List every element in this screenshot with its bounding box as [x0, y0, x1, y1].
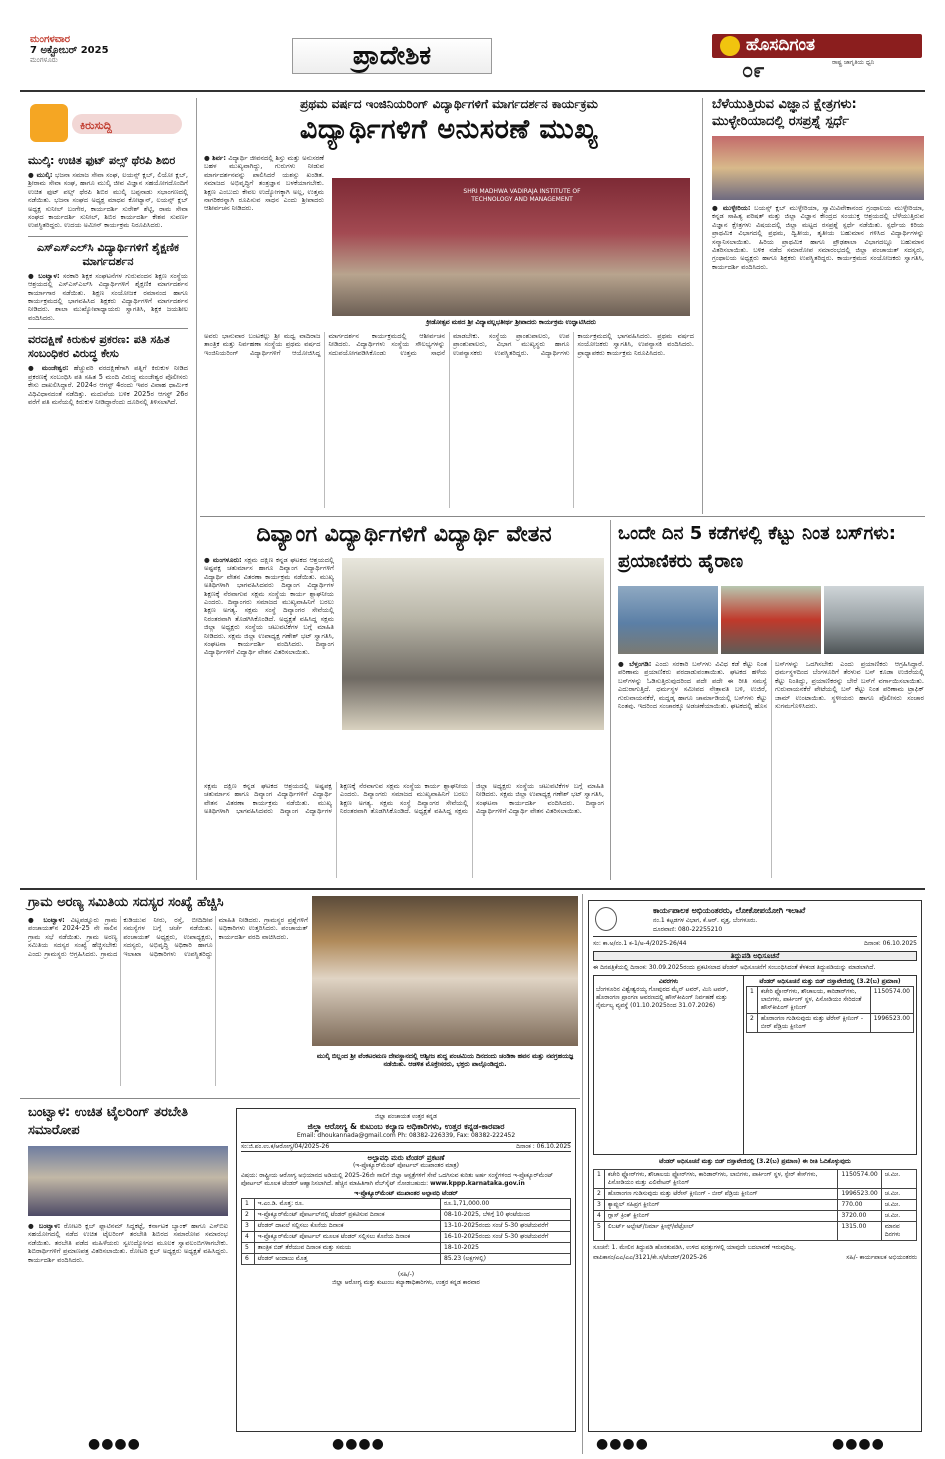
bus-body: ● ಬೆಳ್ತಂಗಡಿ: ಎಂದು ಸರಕಾರಿ ಬಸ್‌ಗಳು ವಿವಿಧ ಕಡೆ ಕೆಟ್ಟು ನಿಂತ ಪರಿಣಾಮ ಪ್ರಯಾಣಿಕರು ಪರದಾಡುವಂತಾಯಿತು. ಘಟಕದ ಹಳೆಯ ಬಸ್‌ಗಳನ್ನು ಓಡಿಸುತ್ತಿರುವುದರಿಂದ ಪದೇ ಪದೇ ಈ ರೀತಿ ಸಮಸ್ಯೆ ಎದುರಾಗುತ್ತಿದೆ. ಧರ್ಮಸ್ಥಳ ಸಮೀಪದ ನೇತ್ರಾವತಿ ಬಳಿ, ಉಜಿರೆ, ಗುರುವಾಯನಕೆರೆ, ಮದ್ದಡ್ಕ ಹಾಗೂ ಚಾರ್ಮಾಡಿಯಲ್ಲಿ ಬಸ್‌ಗಳು ಕೆಟ್ಟು ನಿಂತವು. ಇದರಿಂದ ಸಂಚಾರಕ್ಕೂ ಅಡಚಣೆಯಾಯಿತು. ಘಟಕದಲ್ಲಿ ಹೊಸ ಬಸ್‌ಗಳನ್ನು ಒದಗಿಸಬೇಕು ಎಂದು ಪ್ರಯಾಣಿಕರು ಆಗ್ರಹಿಸಿದ್ದಾರೆ. ಧರ್ಮಸ್ಥಳದಿಂದ ಬೆಂಗಳೂರಿಗೆ ತೆರಳುವ ಬಸ್ ಕೂಡಾ ಉಜಿರೆಯಲ್ಲಿ ಕೆಟ್ಟು ನಿಂತಿದ್ದು, ಪ್ರಯಾಣಿಕರನ್ನು ಬೇರೆ ಬಸ್‌ಗೆ ವರ್ಗಾಯಿಸಲಾಯಿತು. ಗುರುವಾಯನಕೆರೆ ಪೇಟೆಯಲ್ಲಿ ಬಸ್ ಕೆಟ್ಟು ನಿಂತ ಪರಿಣಾಮ ಟ್ರಾಫಿಕ್ ಜಾಮ್ ಉಂಟಾಯಿತು. ಸ್ಥಳೀಯರು ಹಾಗೂ ಪೊಲೀಸರು ಸಂಚಾರ ಸುಗಮಗೊಳಿಸಿದರು.	[618, 660, 924, 711]
brief-headline: ವರದಕ್ಷಿಣೆ ಕಿರುಕುಳ ಪ್ರಕರಣ: ಪತಿ ಸಹಿತ ಸಂಬಂಧಿಕರ ವಿರುದ್ಧ ಕೇಸು	[28, 333, 170, 361]
gram-story	[28, 894, 308, 1094]
pwd-left-heading: ವಿವರಗಳು	[658, 978, 679, 985]
table-row: 5 ಲಿಬರ್ಟ್ ಅಲ್ಟೇಟ್/ನಿರ್ಮಾ ಕ್ಲೀನ್ಸ್/ಪೆಟ್ರೋಲ್ 1315.00 ಮಾನವ ದಿನಗಳು	[594, 1222, 917, 1241]
health-schedule-table	[241, 1198, 571, 1265]
pwd-dipr: ವಾಪಿಕಾಸಂ/ಎಎ/ಎಎ/3121/ಕೇ.ಸ/ಟೆಂಡರ್/2025-26	[593, 1254, 707, 1261]
pwd-phone: ದೂರವಾಣಿ: 080-22255210	[653, 926, 723, 933]
lead-photo	[332, 178, 690, 316]
column-rule	[702, 98, 703, 514]
gram-headline: ಗ್ರಾಮ ಅರಣ್ಯ ಸಮಿತಿಯ ಸದಸ್ಯರ ಸಂಖ್ಯೆ ಹೆಚ್ಚಿಸಿ	[28, 895, 224, 910]
brief-body: ● ಮುಲ್ಕಿ: ಭಜನಾ ಸಮಾಜ ಸೇವಾ ಸಂಘ, ಲಯನ್ಸ್ ಕ್ಲಬ್, ಲಿಯೋ ಕ್ಲಬ್, ಶ್ರೀರಾಮ ಸೇವಾ ಸಂಘ, ಹಾಗೂ ಮುಲ್ಕಿ ಜೀವ ವಿಜ್ಞಾನ ಸಹಯೋಗದೊಂದಿಗೆ ಉಚಿತ ಫುಟ್ ಪಲ್ಸ್ ಥೆರಪಿ ಶಿಬಿರ ಮುಲ್ಕಿ ಬಪ್ಪನಾಡು ಸಭಾಂಗಣದಲ್ಲಿ ನಡೆಯಿತು. ಭಜನಾ ಸಂಘದ ಅಧ್ಯಕ್ಷ ಮಾಧವ ಕೋಟ್ಯಾನ್, ಲಯನ್ಸ್ ಕ್ಲಬ್ ಅಧ್ಯಕ್ಷ ಸುನೀಲ್ ಬಂಗೇರ, ಕಾರ್ಯದರ್ಶಿ ಸುರೇಶ್ ಶೆಟ್ಟಿ, ರಾಮ ಸೇವಾ ಸಂಘದ ಕಾರ್ಯದರ್ಶಿ ಸುನೀಲ್, ಶಿಬಿರ ಕಾರ್ಯದರ್ಶಿ ಕೇಶವ ಸುವರ್ಣ ಉಪಸ್ಥಿತರಿದ್ದರು. ಉದಯ ಅಮೀನ್ ಕಾರ್ಯಕ್ರಮ ನಿರೂಪಿಸಿದರು.	[28, 171, 188, 230]
health-notice-title: ಅಲ್ಪಾವಧಿ ಮರು ಟೆಂಡರ್ ಪ್ರಕಟಣೆ	[367, 1154, 445, 1162]
tailoring-story	[28, 1104, 228, 1434]
temple-story	[312, 896, 578, 1094]
table-row: 1 ಇ.ಎಂ.ಡಿ. ಮೊತ್ತ: ರೂ. ರೂ.1,71,000.00	[242, 1199, 571, 1210]
lead-story	[204, 96, 694, 512]
brief-item	[28, 154, 188, 230]
health-tender-ad	[236, 1108, 576, 1432]
lead-intro: ● ಶಿರ್ವ: ವಿದ್ಯಾರ್ಥಿ ಜೀವನದಲ್ಲಿ ಶಿಸ್ತು ಮತ್ತು ಅನುಸರಣೆ ಬಹಳ ಮುಖ್ಯವಾಗಿದ್ದು, ಗುರುಗಳು ನೀಡುವ ಮಾರ್ಗದರ್ಶನವನ್ನು ಪಾಲಿಸಿದರೆ ಯಶಸ್ಸು ಖಂಡಿತ. ಸಮಾಜದ ಅಭಿವೃದ್ಧಿಗೆ ತಂತ್ರಜ್ಞಾನ ಬಳಕೆಯಾಗಬೇಕು. ಶಿಕ್ಷಣ ಎಂಬುದು ಕೇವಲ ಉದ್ಯೋಗಕ್ಕಾಗಿ ಅಲ್ಲ, ಉತ್ತಮ ನಾಗರಿಕರನ್ನಾಗಿ ರೂಪಿಸುವ ಸಾಧನ ಎಂದು ಶ್ರೀಪಾದರು ಆಶೀರ್ವಚನ ನೀಡಿದರು.	[204, 154, 324, 213]
karnataka-emblem-icon	[595, 907, 617, 931]
science-body: ● ಮುಳ್ಳೇರಿಯ: ಬಯಸ್ಸ್ ಕ್ಲಬ್ ಮುಳ್ಳೇರಿಯಾ, ಸ್ವಾಮಿವಿವೇಕಾನಂದ ಗ್ರಂಥಾಲಯ ಮುಳ್ಳೇರಿಯಾ, ಕನ್ನಡ ಸಾಹಿತ್ಯ ಪರಿಷತ್ ಮತ್ತು ಜಿಲ್ಲಾ ವಿಜ್ಞಾನ ಕೇಂದ್ರದ ಸಂಯುಕ್ತ ಆಶ್ರಯದಲ್ಲಿ ಬೆಳೆಯುತ್ತಿರುವ ವಿಜ್ಞಾನ ಕ್ಷೇತ್ರಗಳು ವಿಷಯದಲ್ಲಿ ಜಿಲ್ಲಾ ಮಟ್ಟದ ರಸಪ್ರಶ್ನೆ ಸ್ಪರ್ಧೆ ನಡೆಯಿತು. ಸ್ಪರ್ಧೆಯ ಕಿರಿಯ ಪ್ರಾಥಮಿಕ ವಿಭಾಗದಲ್ಲಿ ಪ್ರಥಮ, ದ್ವಿತೀಯ, ತೃತೀಯ ಬಹುಮಾನ ಗಳಿಸಿದ ವಿದ್ಯಾರ್ಥಿಗಳನ್ನು ಸನ್ಮಾನಿಸಲಾಯಿತು. ಹಿರಿಯ ಪ್ರಾಥಮಿಕ ಹಾಗೂ ಪ್ರೌಢಶಾಲಾ ವಿಭಾಗದಲ್ಲೂ ಬಹುಮಾನ ವಿತರಿಸಲಾಯಿತು. ಬಳಿಕ ನಡೆದ ಸಮಾರೋಪ ಸಮಾರಂಭದಲ್ಲಿ ಜಿಲ್ಲಾ ಪಂಚಾಯತ್ ಸದಸ್ಯರು, ಗ್ರಂಥಾಲಯ ಅಧ್ಯಕ್ಷರು ಹಾಗೂ ಶಿಕ್ಷಕರು ಉಪಸ್ಥಿತರಿದ್ದರು. ಕಾರ್ಯಕ್ರಮದ ಸಂಯೋಜಕರು ಸ್ವಾಗತಿಸಿ, ಕಾರ್ಯದರ್ಶಿ ವಂದಿಸಿದರು.	[712, 204, 924, 271]
hand-icon	[30, 104, 68, 142]
table-row: 4 ಇ-ಪ್ರೊಕ್ಯೂರ್‌ಮೆಂಟ್ ಪೋರ್ಟಲ್ ಮೂಲಕ ಟೆಂಡರ್ ಸಲ್ಲಿಸಲು ಕೊನೆಯ ದಿನಾಂಕ 16-10-2025ರಂದು ಸಂಜೆ 5-30 ಘಂಟೆಯವರೆಗೆ	[242, 1232, 571, 1243]
pwd-bottom-heading: ಟೆಂಡರ್ ಅಧಿಸೂಚನೆ ಮತ್ತು ಬಿಡ್ ದಸ್ತಾವೇಜಿನಲ್ಲಿ (3.2(ಬ) ಪ್ರಮಾಣ) ಈ ರೀತಿ ಓದಿಕೊಳ್ಳುವುದು	[659, 1158, 851, 1165]
lead-body: ಅವರು ಭಾನುವಾರ ಬಂಟಕಲ್ಲು ಶ್ರೀ ಮಧ್ವ ವಾದಿರಾಜ ತಾಂತ್ರಿಕ ಮತ್ತು ನಿರ್ವಹಣಾ ಸಂಸ್ಥೆಯ ಪ್ರಥಮ ವರ್ಷದ ಇಂಜಿನಿಯರಿಂಗ್ ವಿದ್ಯಾರ್ಥಿಗಳಿಗೆ ಆಯೋಜಿಸಿದ್ದ ಮಾರ್ಗದರ್ಶನ ಕಾರ್ಯಕ್ರಮದಲ್ಲಿ ಆಶೀರ್ವಚನ ನೀಡಿದರು. ವಿದ್ಯಾರ್ಥಿಗಳು ಸಂಸ್ಥೆಯ ಸೌಲಭ್ಯಗಳನ್ನು ಸದುಪಯೋಗಪಡಿಸಿಕೊಂಡು ಉತ್ತಮ ಸಾಧನೆ ಮಾಡಬೇಕು. ಸಂಸ್ಥೆಯ ಪ್ರಾಂಶುಪಾಲರು, ಉಪ ಪ್ರಾಂಶುಪಾಲರು, ವಿಭಾಗ ಮುಖ್ಯಸ್ಥರು ಹಾಗೂ ಉಪನ್ಯಾಸಕರು ಉಪಸ್ಥಿತರಿದ್ದರು. ವಿದ್ಯಾರ್ಥಿಗಳು ಕಾರ್ಯಕ್ರಮದಲ್ಲಿ ಭಾಗವಹಿಸಿದರು. ಪ್ರಥಮ ವರ್ಷದ ಸಂಯೋಜಕರು ಸ್ವಾಗತಿಸಿ, ಉಪನ್ಯಾಸಕಿ ವಂದಿಸಿದರು. ಪ್ರಾಧ್ಯಾಪಕರು ಕಾರ್ಯಕ್ರಮ ನಿರೂಪಿಸಿದರು.	[204, 332, 694, 357]
date-label: 7 ಅಕ್ಟೋಬರ್ 2025	[30, 45, 109, 56]
table-row: 2 ಹೊರಾಂಗಣ ಗುಡಿಸುವುದು ಮತ್ತು ಟೆರೇಸ್ ಕ್ಲೀನಿಂಗ್ - ಬೀರ್ ಪೆಡ್ರಿಯ ಕ್ಲೀನಿಂಗ್ 1996523.00 ಚ.ಮೀ.	[594, 1189, 917, 1200]
scholarship-intro: ● ಮಂಗಳೂರು: ಸಕ್ಷಮ ದಕ್ಷಿಣ ಕನ್ನಡ ಘಟಕದ ಆಶ್ರಯದಲ್ಲಿ ಅಷ್ಟಪಕ್ಷ ಚತುರ್ಮಾಸ ಹಾಗೂ ದಿವ್ಯಾಂಗ ವಿದ್ಯಾರ್ಥಿಗಳಿಗೆ ವಿದ್ಯಾರ್ಥಿ ವೇತನ ವಿತರಣಾ ಕಾರ್ಯಕ್ರಮ ನಡೆಯಿತು. ಮುಖ್ಯ ಅತಿಥಿಗಳಾಗಿ ಭಾಗವಹಿಸಿದವರು ದಿವ್ಯಾಂಗ ವಿದ್ಯಾರ್ಥಿಗಳ ಶಿಕ್ಷಣಕ್ಕೆ ನೆರವಾಗುವ ಸಕ್ಷಮ ಸಂಸ್ಥೆಯ ಕಾರ್ಯ ಶ್ಲಾಘನೀಯ ಎಂದರು. ದಿವ್ಯಾಂಗರು ಸಮಾಜದ ಮುಖ್ಯವಾಹಿನಿಗೆ ಬರಲು ಶಿಕ್ಷಣ ಅಗತ್ಯ. ಸಕ್ಷಮ ಸಂಸ್ಥೆ ದಿವ್ಯಾಂಗರ ಸೇವೆಯಲ್ಲಿ ನಿರಂತರವಾಗಿ ತೊಡಗಿಸಿಕೊಂಡಿದೆ. ಅಧ್ಯಕ್ಷತೆ ವಹಿಸಿದ್ದ ಸಕ್ಷಮ ಜಿಲ್ಲಾ ಅಧ್ಯಕ್ಷರು ಸಂಸ್ಥೆಯ ಚಟುವಟಿಕೆಗಳ ಬಗ್ಗೆ ಮಾಹಿತಿ ನೀಡಿದರು. ಸಕ್ಷಮ ಜಿಲ್ಲಾ ಉಪಾಧ್ಯಕ್ಷ ಗಣೇಶ್ ಭಟ್ ಸ್ವಾಗತಿಸಿ, ಸಂಘಟನಾ ಕಾರ್ಯದರ್ಶಿ ವಂದಿಸಿದರು. ದಿವ್ಯಾಂಗ ವಿದ್ಯಾರ್ಥಿಗಳಿಗೆ ವಿದ್ಯಾರ್ಥಿ ವೇತನ ವಿತರಿಸಲಾಯಿತು.	[204, 556, 334, 657]
day-label: ಮಂಗಳವಾರ	[30, 34, 71, 45]
logo-badge-icon	[720, 36, 740, 56]
column-rule	[610, 520, 611, 880]
science-story	[712, 96, 924, 512]
section-title-box	[292, 38, 492, 74]
tailoring-body: ● ಬಂಟ್ವಾಳ: ರೋಟರಿ ಕ್ಲಬ್ ಫ್ಲಾಟಿನಮ್ ಸಿದ್ದಕಟ್ಟೆ, ಕರ್ನಾಟಕ ಬ್ಯಾಂಕ್ ಹಾಗೂ ಎಸ್‌ಬಿಐ ಸಹಯೋಗದಲ್ಲಿ ನಡೆದ ಉಚಿತ ಟೈಲರಿಂಗ್ ತರಬೇತಿ ಶಿಬಿರದ ಸಮಾರೋಪ ಸಮಾರಂಭ ನಡೆಯಿತು. ತರಬೇತಿ ಪಡೆದ ಮಹಿಳೆಯರು ಸ್ವಉದ್ಯೋಗದ ಮೂಲಕ ಸ್ವಾವಲಂಬಿಗಳಾಗಬೇಕು. ಶಿಬಿರಾರ್ಥಿಗಳಿಗೆ ಪ್ರಮಾಣಪತ್ರ ವಿತರಿಸಲಾಯಿತು. ರೋಟರಿ ಕ್ಲಬ್ ಅಧ್ಯಕ್ಷರು ಅಧ್ಯಕ್ಷತೆ ವಹಿಸಿದ್ದರು. ಕಾರ್ಯದರ್ಶಿ ವಂದಿಸಿದರು.	[28, 1222, 228, 1264]
pwd-sign: ಸಹಿ/- ಕಾರ್ಯಪಾಲಕ ಅಭಿಯಂತರರು	[846, 1254, 917, 1261]
pwd-right-heading: ಟೆಂಡರ್ ಅಧಿಸೂಚನೆ ಮತ್ತು ಬಿಡ್ ದಸ್ತಾವೇಜಿನಲ್ಲಿ (3.2(ಬ) ಪ್ರಮಾಣ)	[759, 978, 901, 985]
bus-photo-2	[721, 586, 821, 654]
footer-dots: ●●●●	[332, 1436, 385, 1452]
brief-body: ● ಮಂಜೇಶ್ವರ: ಹೆಚ್ಚುವರಿ ವರದಕ್ಷಿಣೆಗಾಗಿ ಪತ್ನಿಗೆ ಕಿರುಕುಳ ನೀಡಿದ ಪ್ರಕರಣಕ್ಕೆ ಸಂಬಂಧಿಸಿ ಪತಿ ಸಹಿತ 5 ಮಂದಿ ವಿರುದ್ಧ ಮಂಜೇಶ್ವರ ಪೊಲೀಸರು ಕೇಸು ದಾಖಲಿಸಿದ್ದಾರೆ. 2024ರ ಆಗಸ್ಟ್ 4ರಂದು ಇವರ ವಿವಾಹ ಧಾರ್ಮಿಕ ವಿಧಿವಿಧಾನದಂತೆ ನಡೆದಿತ್ತು. ಮದುವೆಯ ಬಳಿಕ 2025ರ ಆಗಸ್ಟ್ 26ರ ವರೆಗೆ ಪತಿ ಮನೆಯಲ್ಲಿ ಕಿರುಕುಳ ನೀಡಿದ್ದಾರೆಂದು ದೂರಿನಲ್ಲಿ ತಿಳಿಸಲಾಗಿದೆ.	[28, 364, 188, 406]
health-sign-title: ಜಿಲ್ಲಾ ಆರೋಗ್ಯ ಮತ್ತು ಕುಟುಂಬ ಕಲ್ಯಾಣಾಧಿಕಾರಿಗಳು, ಉತ್ತರ ಕನ್ನಡ ಕಾರವಾರ	[332, 1279, 480, 1286]
pwd-notice-title: ತಿದ್ದುಪಡಿ ಅಧಿಸೂಚನೆ	[593, 951, 917, 961]
lead-photo-caption: ಕ್ರೀಡೋತ್ಸವ ಮಠದ ಶ್ರೀ ವಿದ್ಯಾವಲ್ಲಭತೀರ್ಥ ಶ್ರೀಪಾದರು ಕಾರ್ಯಕ್ರಮ ಉದ್ಘಾಟಿಸಿದರು	[426, 318, 596, 326]
kirusuddi-column	[28, 100, 188, 880]
column-rule	[582, 894, 583, 1454]
scholarship-headline: ದಿವ್ಯಾಂಗ ವಿದ್ಯಾರ್ಥಿಗಳಿಗೆ ವಿದ್ಯಾರ್ಥಿ ವೇತನ	[256, 522, 552, 547]
bus-photo-1	[618, 586, 718, 654]
pwd-ref: ಸಂ: ಕಾ.ಅ/ನಂ.1 ಕ-1/ಅ-4/2025-26/44	[593, 940, 687, 947]
health-sign: (ಸಹಿ/-)	[397, 1271, 415, 1278]
table-row: 5 ತಾಂತ್ರಿಕ ಬಿಡ್ ತೆರೆಯುವ ದಿನಾಂಕ ಮತ್ತು ಸಮಯ 18-10-2025	[242, 1243, 571, 1254]
brief-headline: ಮುಲ್ಕಿ: ಉಚಿತ ಫುಟ್ ಪಲ್ಸ್ ಥೆರಪಿ ಶಿಬಿರ	[28, 154, 176, 167]
temple-photo	[312, 896, 578, 1046]
page-number: ೦೯	[742, 58, 765, 82]
table-row: 6 ಟೆಂಡರ್ ಅಂದಾಜು ಮೊತ್ತ 85.23 (ಲಕ್ಷಗಳಲ್ಲಿ)	[242, 1254, 571, 1265]
health-contact: Email: dhoukannada@gmail.com Ph: 08382-226339, Fax: 08382-222452	[296, 1132, 516, 1139]
scholarship-story	[204, 520, 604, 880]
footer-dots: ●●●●	[88, 1436, 141, 1452]
pwd-tender-ad	[588, 900, 922, 1432]
pwd-intro: ಈ ದಿನಪತ್ರಿಕೆಯಲ್ಲಿ ದಿನಾಂಕ: 30.09.2025ರಂದು ಪ್ರಕಟಿಸಲಾದ ಟೆಂಡರ್ ಅಧಿಸೂಚನೆಗೆ ಸಂಬಂಧಿಸಿದಂತೆ ಕೆಳಕಂಡ ತಿದ್ದುಪಡಿಯನ್ನು ಮಾಡಲಾಗಿದೆ.	[593, 964, 876, 971]
science-headline: ಬೆಳೆಯುತ್ತಿರುವ ವಿಜ್ಞಾನ ಕ್ಷೇತ್ರಗಳು: ಮುಳ್ಳೇರಿಯಾದಲ್ಲಿ ರಸಪ್ರಶ್ನೆ ಸ್ಪರ್ಧೆ	[712, 97, 857, 129]
column-rule	[196, 98, 197, 880]
footer-dots: ●●●●	[596, 1436, 649, 1452]
kirusuddi-label-box	[72, 114, 182, 134]
pwd-office: ಕಾರ್ಯಪಾಲಕ ಅಭಿಯಂತರರು, ಲೋಕೋಪಯೋಗಿ ಇಲಾಖೆ	[653, 906, 806, 915]
kirusuddi-label: ಕಿರುಸುದ್ದಿ	[80, 119, 112, 132]
health-date: ದಿನಾಂಕ : 06.10.2025	[516, 1143, 571, 1150]
lead-photo-banner: SHRI MADHWA VADIRAJA INSTITUTE OF TECHNOLOGY AND MANAGEMENT	[463, 188, 581, 203]
health-website[interactable]: www.kppp.karnataka.gov.in	[430, 1180, 525, 1187]
section-rule	[200, 516, 925, 517]
health-notice-sub: (ಇ-ಪ್ರೊಕ್ಯೂರ್‌ಮೆಂಟ್ ಪೋರ್ಟಲ್ ಮುಖಾಂತರ ಮಾತ್ರ)	[352, 1162, 460, 1169]
tailoring-headline: ಬಂಟ್ವಾಳ: ಉಚಿತ ಟೈಲರಿಂಗ್ ತರಬೇತಿ ಸಮಾರೋಪ	[28, 1105, 188, 1138]
temple-caption: ಮುಲ್ಕಿ ಬಿಲ್ಲಂದ ಶ್ರೀ ವೆಂಕಟರಮಣ ದೇವಸ್ಥಾನದಲ್ಲಿ ಆಶ್ವೀಜ ಶುದ್ಧ ಪಂಚಮಿಯ ದಿನದಂದು ಚಂಡಿಕಾ ಹವನ ಮತ್ತು ನವಗ್ರಹಯಜ್ಞ ನಡೆಯಿತು. ಆಡಳಿತ ಮೊಕ್ತೇಸರರು, ಭಕ್ತರು ಪಾಲ್ಗೊಂಡಿದ್ದರು.	[316, 1052, 574, 1068]
table-row: 3 ಟೆಂಡರ್ ದಾಖಲೆ ಸಲ್ಲಿಸಲು ಕೊನೆಯ ದಿನಾಂಕ 13-10-2025ರಂದು ಸಂಜೆ 5-30 ಘಂಟೆಯವರೆಗೆ	[242, 1221, 571, 1232]
paper-logo	[712, 34, 922, 82]
table-row: 4 ಗ್ಲಾಸ್ ಕ್ರಿಂಕ್ ಕ್ಲೀನಿಂಗ್ 3720.00 ಚ.ಮೀ.	[594, 1211, 917, 1222]
scholarship-photo	[342, 558, 604, 730]
date-block	[30, 34, 190, 65]
brief-divider	[28, 328, 188, 329]
table-row: 2 ಇ-ಪ್ರೊಕ್ಯೂರ್‌ಮೆಂಟ್ ಪೋರ್ಟಲ್‌ನಲ್ಲಿ ಟೆಂಡರ್ ಪ್ರಕಟಿಸುವ ದಿನಾಂಕ 08-10-2025, ಬೆಳಿಗ್ಗೆ 10 ಘಂಟೆಯಿಂದ	[242, 1210, 571, 1221]
paper-tagline: ರಾಷ್ಟ್ರ ಜಾಗೃತಿಯ ಧ್ವನಿ	[832, 59, 875, 66]
section-rule	[20, 1098, 580, 1099]
masthead-rule	[20, 90, 925, 92]
pwd-footer-note: ಸೂಚನೆ: 1. ಮೇಲಿನ ತಿದ್ದುಪಡಿ ಹೊರತುಪಡಿಸಿ, ಉಳಿದ ಷರತ್ತುಗಳಲ್ಲಿ ಯಾವುದೇ ಬದಲಾವಣೆ ಇರುವುದಿಲ್ಲ.	[593, 1244, 797, 1251]
table-row: 1 ಕಚೇರಿ ಫ್ಲೋರ್‌ಗಳು, ಶೌಚಾಲಯ, ಕಾರಿಡಾರ್‌ಗಳು, ಲಾಬಿಗಳು, ಪಾರ್ಕಿಂಗ್ ಸ್ಥಳ, ಪಿಸೋಡಿಯಂ ಸೇರಿದಂತೆ ಹೌಸ್‌ಕೀಪಿಂಗ್ ಕ್ಲೀನಿಂಗ್ 1150574.00	[747, 987, 914, 1014]
pwd-items-table	[746, 986, 914, 1033]
health-notice-body: ವಿಷಯ: ರಾಷ್ಟ್ರೀಯ ಆರೋಗ್ಯ ಅಭಿಯಾನದ ಅಡಿಯಲ್ಲಿ 2025-26ನೇ ಸಾಲಿಗೆ ಜಿಲ್ಲಾ ಆಸ್ಪತ್ರೆಗಳಿಗೆ ಸೇವೆ ಒದಗಿಸುವ ಕುರಿತು ಅರ್ಹ ಸಂಸ್ಥೆಗಳಿಂದ ಇ-ಪ್ರೊಕ್ಯೂರ್‌ಮೆಂಟ್ ಪೋರ್ಟಲ್ ಮೂಲಕ ಟೆಂಡರ್ ಆಹ್ವಾನಿಸಲಾಗಿದೆ. ಹೆಚ್ಚಿನ ಮಾಹಿತಿಗಾಗಿ ವೆಬ್‌ಸೈಟ್ ನೋಡಬಹುದು: www.kppp.karnataka.gov.in	[241, 1172, 554, 1187]
pwd-address: ನಂ.1 ಕಟ್ಟಡಗಳ ವಿಭಾಗ, ಕೆ.ಆರ್. ವೃತ್ತ, ಬೆಂಗಳೂರು.	[653, 917, 758, 924]
brief-body: ● ಬಂಟ್ವಾಳ: ಸರಕಾರಿ ಶಿಕ್ಷಕ ಸಂಘಟನೆಗಳ ಗುರುವಂದನ ಶಿಕ್ಷಣ ಸಂಸ್ಥೆಯ ಆಶ್ರಯದಲ್ಲಿ ಎಸ್‌ಎಸ್‌ಎಲ್‌ಸಿ ವಿದ್ಯಾರ್ಥಿಗಳಿಗೆ ಶೈಕ್ಷಣಿಕ ಮಾರ್ಗದರ್ಶನ ಕಾರ್ಯಾಗಾರ ನಡೆಯಿತು. ಶಿಕ್ಷಣ ಸಂಯೋಜಕ ರಮಾನಂದ ಹಾಗೂ ಕಾರ್ಯಕ್ರಮದಲ್ಲಿ ಭಾಗವಹಿಸಿದ ಶಿಕ್ಷಕರು ವಿದ್ಯಾರ್ಥಿಗಳಿಗೆ ಮಾರ್ಗದರ್ಶನ ನೀಡಿದರು. ಶಾಲಾ ಮುಖ್ಯೋಪಾಧ್ಯಾಯರು ಸ್ವಾಗತಿಸಿ, ಶಿಕ್ಷಕ ಜಯಶೀಲ ವಂದಿಸಿದರು.	[28, 271, 188, 322]
bus-headline: ಒಂದೇ ದಿನ 5 ಕಡೆಗಳಲ್ಲಿ ಕೆಟ್ಟು ನಿಂತ ಬಸ್‌ಗಳು: ಪ್ರಯಾಣಿಕರು ಹೈರಾಣ	[618, 523, 896, 572]
bus-photo-3	[824, 586, 924, 654]
tailoring-photo	[28, 1146, 228, 1216]
city-label: ಮಂಗಳೂರು	[30, 56, 58, 64]
pwd-bottom-table	[593, 1169, 917, 1241]
bus-story	[618, 520, 924, 880]
logo-bar	[712, 34, 922, 58]
health-top: ಜಿಲ್ಲಾ ಪಂಚಾಯತ ಉತ್ತರ ಕನ್ನಡ	[375, 1113, 437, 1120]
footer-dots: ●●●●	[832, 1436, 885, 1452]
health-ref: ಸಂ:ಜಿ.ಪಂ.ಉ.ಕ/ಆರೋಗ್ಯ/04/2025-26	[241, 1143, 330, 1150]
table-row: 2 ಹೊರಾಂಗಣ ಗುಡಿಸುವುದು ಮತ್ತು ಟೆರೇಸ್ ಕ್ಲೀನಿಂಗ್ - ಬೀರ್ ಪೆಡ್ರಿಯ ಕ್ಲೀನಿಂಗ್ 1996523.00	[747, 1014, 914, 1033]
masthead	[0, 0, 945, 92]
paper-name: ಹೊಸದಿಗಂತ	[746, 35, 816, 55]
table-row: 3 ಕ್ಯಾಪ್ಸುಲ್ ಸಹಿಪ್ರಗ ಕ್ಲೀನಿಂಗ್ 770.00 ಚ.ಮೀ.	[594, 1200, 917, 1211]
lead-headline: ವಿದ್ಯಾರ್ಥಿಗಳಿಗೆ ಅನುಸರಣೆ ಮುಖ್ಯ	[299, 114, 599, 145]
section-title: ಪ್ರಾದೇಶಿಕ	[352, 41, 432, 71]
lead-kicker: ಪ್ರಥಮ ವರ್ಷದ ಇಂಜಿನಿಯರಿಂಗ್ ವಿದ್ಯಾರ್ಥಿಗಳಿಗೆ ಮಾರ್ಗದರ್ಶನ ಕಾರ್ಯಕ್ರಮ	[300, 97, 598, 111]
science-photo	[712, 136, 924, 200]
brief-item	[28, 333, 188, 406]
health-schedule-title: ಇ-ಪ್ರೊಕ್ಯೂರ್‌ಮೆಂಟ್ ಮುಖಾಂತರ ಅಲ್ಪಾವಧಿ ಟೆಂಡರ್	[354, 1190, 458, 1197]
health-title: ಜಿಲ್ಲಾ ಆರೋಗ್ಯ & ಕುಟುಂಬ ಕಲ್ಯಾಣ ಅಧಿಕಾರಿಗಳು, ಉತ್ತರ ಕನ್ನಡ-ಕಾರವಾರ	[307, 1122, 505, 1131]
brief-headline: ಎಸ್‌ಎಸ್‌ಎಲ್‌ಸಿ ವಿದ್ಯಾರ್ಥಿಗಳಿಗೆ ಶೈಕ್ಷಣಿಕ ಮಾರ್ಗದರ್ಶನ	[37, 240, 179, 268]
pwd-left-text: ಬೆಂಗಳೂರಿನ ವಿಶ್ವೇಶ್ವರಯ್ಯ ಗೋಪುರದ ಮೈನ್ ಟವರ್, ಮಿನಿ ಟವರ್, ಹೊರಾಂಗಣ ಪ್ರಾಂಗಣ ಆವರಣದಲ್ಲಿ ಹೌಸ್‌ಕೀಪಿಂಗ್ ನಿರ್ವಹಣೆ ಮತ್ತು ನೈರ್ಮಲ್ಯ ವ್ಯವಸ್ಥೆ (01.10.2025ರಿಂದ 31.07.2026)	[596, 986, 729, 1009]
kirusuddi-header	[28, 100, 188, 154]
scholarship-body: ಸಕ್ಷಮ ದಕ್ಷಿಣ ಕನ್ನಡ ಘಟಕದ ಆಶ್ರಯದಲ್ಲಿ ಅಷ್ಟಪಕ್ಷ ಚತುರ್ಮಾಸ ಹಾಗೂ ದಿವ್ಯಾಂಗ ವಿದ್ಯಾರ್ಥಿಗಳಿಗೆ ವಿದ್ಯಾರ್ಥಿ ವೇತನ ವಿತರಣಾ ಕಾರ್ಯಕ್ರಮ ನಡೆಯಿತು. ಮುಖ್ಯ ಅತಿಥಿಗಳಾಗಿ ಭಾಗವಹಿಸಿದವರು ದಿವ್ಯಾಂಗ ವಿದ್ಯಾರ್ಥಿಗಳ ಶಿಕ್ಷಣಕ್ಕೆ ನೆರವಾಗುವ ಸಕ್ಷಮ ಸಂಸ್ಥೆಯ ಕಾರ್ಯ ಶ್ಲಾಘನೀಯ ಎಂದರು. ದಿವ್ಯಾಂಗರು ಸಮಾಜದ ಮುಖ್ಯವಾಹಿನಿಗೆ ಬರಲು ಶಿಕ್ಷಣ ಅಗತ್ಯ. ಸಕ್ಷಮ ಸಂಸ್ಥೆ ದಿವ್ಯಾಂಗರ ಸೇವೆಯಲ್ಲಿ ನಿರಂತರವಾಗಿ ತೊಡಗಿಸಿಕೊಂಡಿದೆ. ಅಧ್ಯಕ್ಷತೆ ವಹಿಸಿದ್ದ ಸಕ್ಷಮ ಜಿಲ್ಲಾ ಅಧ್ಯಕ್ಷರು ಸಂಸ್ಥೆಯ ಚಟುವಟಿಕೆಗಳ ಬಗ್ಗೆ ಮಾಹಿತಿ ನೀಡಿದರು. ಸಕ್ಷಮ ಜಿಲ್ಲಾ ಉಪಾಧ್ಯಕ್ಷ ಗಣೇಶ್ ಭಟ್ ಸ್ವಾಗತಿಸಿ, ಸಂಘಟನಾ ಕಾರ್ಯದರ್ಶಿ ವಂದಿಸಿದರು. ದಿವ್ಯಾಂಗ ವಿದ್ಯಾರ್ಥಿಗಳಿಗೆ ವಿದ್ಯಾರ್ಥಿ ವೇತನ ವಿತರಿಸಲಾಯಿತು.	[204, 782, 604, 816]
brief-item	[28, 241, 188, 322]
table-row: 1 ಕಚೇರಿ ಫ್ಲೋರ್‌ಗಳು, ಶೌಚಾಲಯ ಫ್ಲೋರ್‌ಗಳು, ಕಾರಿಡಾರ್‌ಗಳು, ಲಾಬಿಗಳು, ಪಾರ್ಕಿಂಗ್ ಸ್ಥಳ, ಸ್ಟೇರ್ ಕೇಸ್‌ಗಳು, ಪಿಸೋಡಿಯಂ ಮತ್ತು ಎಲಿವೇಟರ್ ಕ್ಲೀನಿಂಗ್ 1150574.00 ಚ.ಮೀ.	[594, 1170, 917, 1189]
brief-divider	[28, 236, 188, 237]
pwd-date: ದಿನಾಂಕ: 06.10.2025	[864, 940, 917, 947]
section-rule	[20, 888, 925, 890]
gram-body: ● ಬಂಟ್ವಾಳ: ವಿಟ್ಲಪಡ್ನೂರು ಗ್ರಾಮ ಪಂಚಾಯತ್‌ನ 2024-25 ನೇ ಸಾಲಿನ ಗ್ರಾಮ ಸಭೆ ನಡೆಯಿತು. ಗ್ರಾಮ ಅರಣ್ಯ ಸಮಿತಿಯ ಸದಸ್ಯರ ಸಂಖ್ಯೆ ಹೆಚ್ಚಿಸಬೇಕು ಎಂದು ಗ್ರಾಮಸ್ಥರು ಆಗ್ರಹಿಸಿದರು. ಗ್ರಾಮದ ಕುಡಿಯುವ ನೀರು, ರಸ್ತೆ, ಬೀದಿದೀಪ ಸಮಸ್ಯೆಗಳ ಬಗ್ಗೆ ಚರ್ಚೆ ನಡೆಯಿತು. ಪಂಚಾಯತ್ ಅಧ್ಯಕ್ಷರು, ಉಪಾಧ್ಯಕ್ಷರು, ಸದಸ್ಯರು, ಅಭಿವೃದ್ಧಿ ಅಧಿಕಾರಿ ಹಾಗೂ ಇಲಾಖಾ ಅಧಿಕಾರಿಗಳು ಉಪಸ್ಥಿತರಿದ್ದು ಮಾಹಿತಿ ನೀಡಿದರು. ಗ್ರಾಮಸ್ಥರ ಪ್ರಶ್ನೆಗಳಿಗೆ ಅಧಿಕಾರಿಗಳು ಉತ್ತರಿಸಿದರು. ಪಂಚಾಯತ್ ಕಾರ್ಯದರ್ಶಿ ವರದಿ ವಾಚಿಸಿದರು.	[28, 916, 308, 958]
